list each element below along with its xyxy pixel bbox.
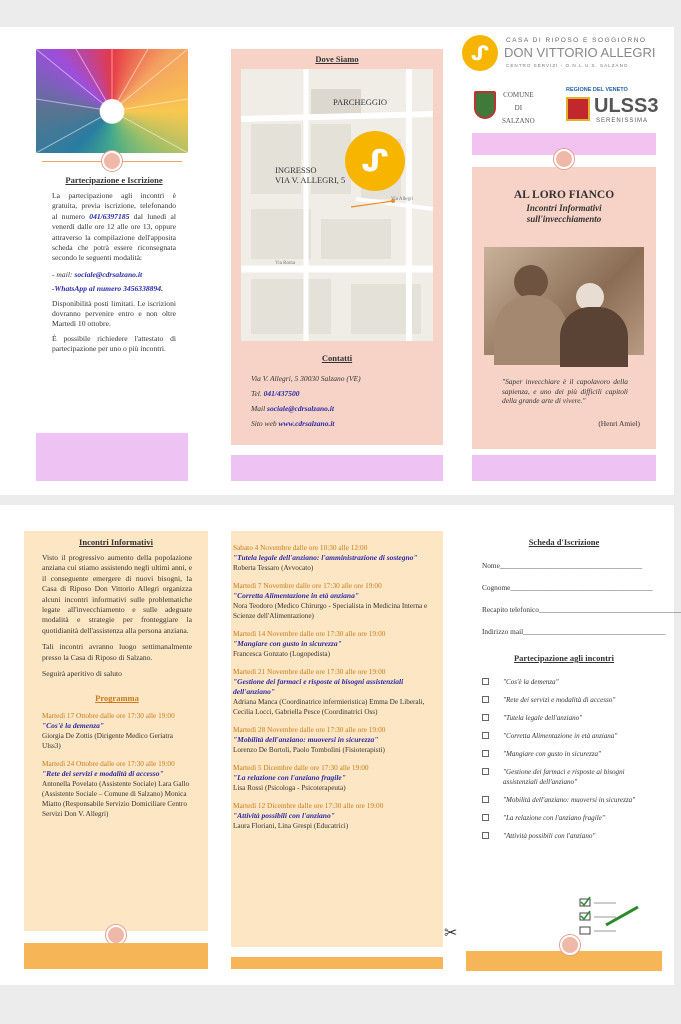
event-speaker: Francesca Gonzato (Logopedista) — [233, 650, 330, 658]
program-event — [233, 581, 439, 621]
form-field-label: Recapito telefonico — [482, 605, 539, 614]
program-event — [233, 629, 439, 659]
event-title: "Rete dei servizi e modalità di accesso" — [42, 769, 164, 779]
scissors-icon: ✂ — [444, 923, 458, 942]
phone-number[interactable]: 041/6397185 — [89, 211, 130, 221]
logo-name: DON VITTORIO ALLEGRI — [504, 45, 656, 60]
form-field-input[interactable]: _______________________________________ — [523, 627, 666, 636]
parking-label: PARCHEGGIO — [333, 97, 388, 107]
divider-circle — [102, 151, 122, 171]
panel-cover — [470, 27, 662, 487]
program-event — [42, 711, 192, 751]
colored-pencils-image — [36, 49, 188, 153]
event-title: "Corretta Alimentazione in età anziana" — [233, 591, 359, 600]
logo-marker-icon: ᔑ — [345, 131, 405, 191]
participation-title: Partecipazione e Iscrizione — [65, 175, 163, 185]
option-item[interactable] — [482, 677, 650, 687]
event-date: Martedì 12 Dicembre dalle ore 17:30 alle ore 19:00 — [233, 801, 384, 810]
panel-intro-program — [24, 531, 208, 931]
whatsapp-option[interactable]: -WhatsApp al numero 3456338894. — [52, 284, 163, 294]
divider-circle — [560, 935, 580, 955]
mail-option: - mail: sociale@cdrsalzano.it — [52, 269, 143, 279]
program-event — [233, 725, 439, 755]
mail-link[interactable]: sociale@cdrsalzano.it — [74, 269, 143, 279]
event-speaker: Lisa Rossi (Psicologa - Psicoterapeuta) — [233, 784, 346, 792]
event-date: Martedì 28 Novembre dalle ore 17:30 alle ore 19:00 — [233, 725, 386, 734]
orange-bar — [24, 943, 208, 969]
certificate-text: È possibile richiedere l'attestato di partecipazione per uno o più incontri. — [52, 333, 176, 354]
form-title: Scheda d'Iscrizione — [528, 537, 600, 547]
option-item[interactable] — [482, 795, 650, 805]
option-label: "Mangiare con gusto in sicurezza" — [503, 750, 602, 758]
coat-of-arms-icon — [474, 91, 496, 119]
event-title: "Tutela legale dell'anziano: l'amministrazione di sostegno" — [233, 553, 418, 562]
availability-text: Disponibilità posti limitati. Le iscrizioni dovranno pervenire entro e non oltre Martedì 10 ottobre. — [52, 298, 176, 329]
event-speaker: Laura Floriani, Lina Grespi (Educatrici) — [233, 822, 349, 830]
option-label: "Rete dei servizi e modalità di accesso" — [503, 696, 616, 704]
checkbox[interactable] — [482, 768, 489, 775]
panel-program-cont — [231, 531, 443, 947]
program-event — [233, 543, 439, 573]
event-speaker: Giorgia De Zottis (Dirigente Medico Geriatra Ulss3) — [42, 732, 173, 751]
program-event — [233, 801, 439, 831]
participation-text: La partecipazione agli incontri è gratuita, previa iscrizione, telefonando al numero 041/6397185 dal lunedì al venerdì dalle ore 12 alle ore 13, oppure attraverso la compilazione dell'apposita scheda che potrà essere riconsegnata secondo le seguenti modalità: — [52, 191, 176, 263]
checklist-icon — [576, 895, 640, 947]
event-date: Sabato 4 Novembre dalle ore 10:30 alle 12:00 — [233, 543, 368, 552]
program-event — [233, 667, 439, 717]
form-field-input[interactable]: _______________________________________ — [499, 561, 643, 570]
map[interactable] — [241, 69, 433, 341]
form-field-label: Cognome — [482, 583, 511, 592]
contacts-block: Via V. Allegri, 5 30030 Salzano (VE) Tel. 041/437500 Mail sociale@cdrsalzano.it Sito web www.cdrsalzano.it — [251, 371, 361, 431]
option-item[interactable] — [482, 695, 650, 705]
checkbox[interactable] — [482, 678, 489, 685]
intro-title: Incontri Informativi — [79, 537, 153, 547]
address-text: Via V. Allegri, 5 30030 Salzano (VE) — [251, 374, 361, 383]
option-label: "Attività possibili con l'anziano" — [503, 832, 596, 840]
option-item[interactable] — [482, 831, 650, 841]
form-field[interactable] — [482, 561, 642, 570]
pencils-drawing — [36, 49, 188, 153]
phone-link[interactable]: 041/437500 — [263, 389, 300, 398]
event-title: "Mobilità dell'anziano: muoversi in sicurezza" — [233, 735, 379, 744]
option-item[interactable] — [482, 749, 650, 759]
event-speaker: Lorenzo De Bortoli, Paolo Tombolini (Fisioterapisti) — [233, 746, 385, 754]
program-event — [233, 763, 439, 793]
panel-participation — [36, 49, 188, 481]
event-title: "Mangiare con gusto in sicurezza" — [233, 639, 342, 648]
option-label: "Cos'è la demenza" — [503, 678, 559, 686]
option-label: "Mobilità dell'anziano: muoversi in sicurezza" — [503, 796, 636, 804]
event-date: Martedì 17 Ottobre dalle ore 17:30 alle 19:00 — [42, 711, 175, 721]
event-date: Martedì 7 Novembre dalle ore 17:30 alle ore 19:00 — [233, 581, 382, 590]
intro-aperitif: Seguirà aperitivo di saluto — [42, 669, 122, 679]
panel-location — [231, 49, 443, 445]
rsa-logo: ᔑ CASA DI RIPOSO E SOGGIORNO DON VITTORIO ALLEGRI CENTRO SERVIZI - O.N.L.U.S. SALZANO — [462, 35, 662, 75]
form-field-label: Nome — [482, 561, 500, 570]
map-drawing — [241, 69, 433, 341]
event-speaker: Adriana Manca (Coordinatrice infermieristica) Emma De Liberali, Cecilia Locci, Gabriella Pesce (Coordinatrici Oss) — [233, 698, 425, 716]
form-field[interactable] — [482, 583, 653, 592]
option-list — [482, 677, 650, 849]
form-field[interactable] — [482, 605, 681, 614]
option-label: "Corretta Alimentazione in età anziana" — [503, 732, 618, 740]
lilac-bar — [472, 455, 656, 481]
logo-circle-icon: ᔑ — [462, 35, 498, 71]
program-list — [233, 543, 439, 839]
entrance-label: INGRESSO VIA V. ALLEGRI, 5 — [275, 165, 346, 185]
lion-icon — [566, 97, 590, 121]
quote-author: (Henri Amiel) — [598, 419, 640, 428]
option-item[interactable] — [482, 713, 650, 723]
intro-text: Visto il progressivo aumento della popolazione anziana cui stiamo assistendo negli ultimi anni, e il conseguente emergere di nuovi bisogni, la Casa di Riposo Don Vittorio Allegri organizza alcuni incontri informativi sulle problematiche legate all'invecchiamento e sulle adeguate modalità e strategie per fronteggiare la quotidianità dell'assistenza alla persona anziana. — [42, 553, 192, 635]
form-field[interactable] — [482, 627, 666, 636]
form-subtitle: Partecipazione agli incontri — [513, 653, 615, 663]
option-item[interactable] — [482, 813, 650, 823]
orange-bar — [466, 951, 662, 971]
form-field-label: Indirizzo mail — [482, 627, 524, 636]
mail-link[interactable]: sociale@cdrsalzano.it — [267, 404, 334, 413]
option-label: "Gestione dei farmaci e risposte ai bisogni assistenziali dell'anziano" — [503, 768, 625, 786]
ulss-logo: REGIONE DEL VENETO ULSS3 SERENISSIMA — [566, 87, 659, 124]
program-title: Programma — [95, 693, 139, 704]
cover-title: AL LORO FIANCO — [513, 189, 615, 201]
event-speaker: Roberta Tessaro (Avvocato) — [233, 564, 314, 572]
event-title: "Gestione dei farmaci e risposte ai bisogni assistenziali dell'anziano" — [233, 677, 404, 696]
quote: "Saper invecchiare è il capolavoro della sapienza, e uno dei più difficili capitoli della grande arte di vivere." — [502, 377, 628, 406]
option-label: "Tutela legale dell'anziano" — [503, 714, 583, 722]
option-item[interactable] — [482, 731, 650, 741]
event-speaker: Antonella Povelato (Assistente Sociale) Lara Gallo (Assistente Sociale – Comune di Salzano) Monica Miatto (Responsabile Servizio Domiciliare Centro Servizi Don V. Allegri) — [42, 780, 190, 819]
event-date: Martedì 21 Novembre dalle ore 17:30 alle ore 19:00 — [233, 667, 386, 676]
checkbox[interactable] — [482, 832, 489, 839]
street-label: Via Roma — [275, 261, 296, 266]
event-date: Martedì 14 Novembre dalle ore 17:30 alle ore 19:00 — [233, 629, 386, 638]
divider-circle — [554, 149, 574, 169]
panel-registration-form — [466, 531, 681, 971]
checkbox[interactable] — [482, 796, 489, 803]
program-list — [42, 711, 192, 819]
event-date: Martedì 24 Ottobre dalle ore 17:30 alle 19:00 — [42, 759, 175, 769]
form-field-input[interactable]: _______________________________________ — [538, 605, 681, 614]
event-speaker: Nora Teodoro (Medico Chirurgo - Specialista in Medicina Interna e Scienze dell'Alimentazione) — [233, 602, 428, 620]
brochure-outer-sheet — [0, 27, 674, 495]
lilac-bar — [231, 455, 443, 481]
event-date: Martedì 5 Dicembre dalle ore 17:30 alle 19:00 — [233, 763, 369, 772]
cover-body — [472, 167, 656, 449]
cover-subtitle: Incontri Informativi sull'invecchiamento — [526, 203, 602, 224]
option-label: "La relazione con l'anziano fragile" — [503, 814, 605, 822]
program-event — [42, 759, 192, 819]
lilac-bar — [36, 433, 188, 481]
orange-bar — [231, 957, 443, 969]
checkbox[interactable] — [482, 732, 489, 739]
elderly-photo — [484, 247, 644, 355]
brochure-inner-sheet — [0, 505, 681, 985]
location-title: Dove Siamo — [315, 54, 359, 64]
website-link[interactable]: www.cdrsalzano.it — [278, 419, 335, 428]
checkbox[interactable] — [482, 750, 489, 757]
form-field-input[interactable]: _______________________________________ — [510, 583, 653, 592]
event-title: "Cos'è la demenza" — [42, 721, 105, 731]
divider-circle — [106, 925, 126, 945]
contacts-title: Contatti — [321, 353, 353, 363]
comune-logo: COMUNE DI SALZANO — [474, 89, 554, 129]
option-item[interactable] — [482, 767, 650, 787]
event-title: "Attività possibili con l'anziano" — [233, 811, 335, 820]
street-label-2: Via Allegri — [391, 197, 414, 202]
checkbox[interactable] — [482, 814, 489, 821]
intro-location: Tali incontri avranno luogo settimanalmente presso la Casa di Riposo di Salzano. — [42, 642, 192, 662]
form-fields — [482, 561, 681, 649]
checkbox[interactable] — [482, 714, 489, 721]
event-title: "La relazione con l'anziano fragile" — [233, 773, 346, 782]
checkbox[interactable] — [482, 696, 489, 703]
